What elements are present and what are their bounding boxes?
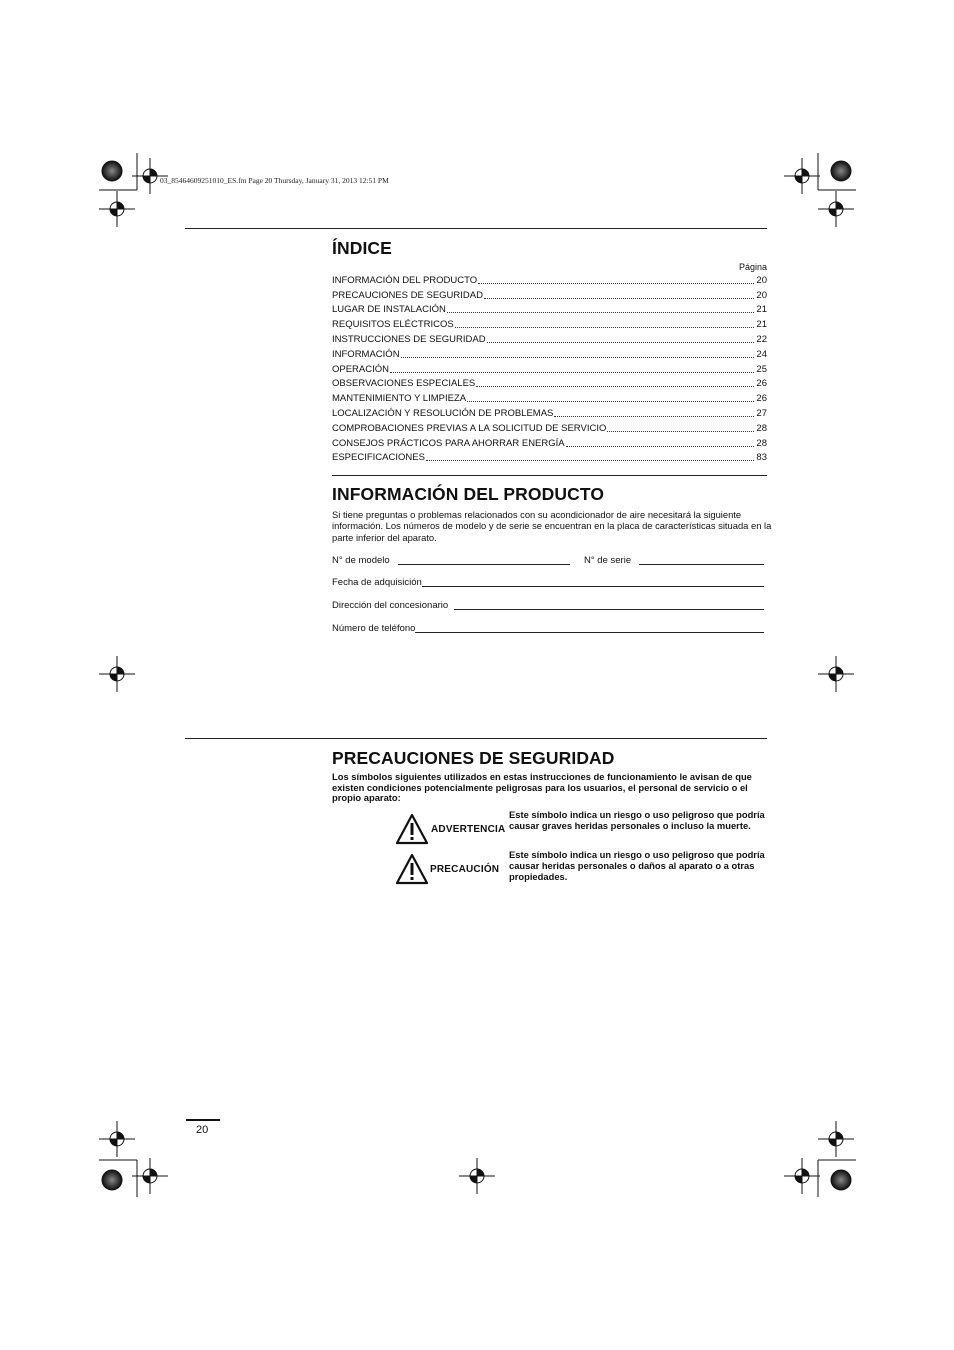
toc-entry-label: MANTENIMIENTO Y LIMPIEZA [332,393,467,405]
toc-entry-page: 26 [756,378,767,390]
toc-entry-label: INFORMACIÓN [332,348,400,360]
toc-entry[interactable] [332,286,767,301]
caution-triangle-icon [395,853,429,885]
phone-number-label: Número de teléfono [332,623,416,634]
toc-leader [455,327,754,328]
toc-leader [554,416,754,417]
warning-triangle-icon [395,813,429,845]
printer-slug-line: 03_85464609251010_ES.fm Page 20 Thursday, January 31, 2013 12:51 PM [160,176,389,185]
toc-entry-label: CONSEJOS PRÁCTICOS PARA AHORRAR ENERGÍA [332,437,565,449]
toc-leader [447,312,754,313]
toc-entry-page: 83 [756,452,767,464]
serial-number-line [639,564,764,565]
purchase-date-label: Fecha de adquisición [332,577,422,588]
toc-leader [566,446,754,447]
table-of-contents [332,271,767,463]
toc-entry[interactable] [332,360,767,375]
serial-number-field[interactable] [584,555,764,566]
toc-entry[interactable] [332,330,767,345]
model-number-line [398,564,570,565]
toc-entry-page: 24 [756,348,767,360]
toc-entry[interactable] [332,315,767,330]
toc-leader [478,283,754,284]
dealer-address-line [454,609,764,610]
toc-leader [426,460,754,461]
toc-leader [607,431,754,432]
toc-entry-page: 25 [756,363,767,375]
index-title: ÍNDICE [332,238,392,258]
product-info-title: INFORMACIÓN DEL PRODUCTO [332,484,605,504]
toc-page-header: Página [738,262,767,272]
toc-leader [484,298,754,299]
warning-label: ADVERTENCIA [431,824,506,835]
toc-entry[interactable] [332,449,767,464]
toc-entry-label: INSTRUCCIONES DE SEGURIDAD [332,333,486,345]
toc-entry-page: 21 [756,304,767,316]
toc-entry[interactable] [332,389,767,404]
toc-entry[interactable] [332,345,767,360]
section-rule-index [185,228,767,229]
toc-entry[interactable] [332,404,767,419]
toc-entry-label: INFORMACIÓN DEL PRODUCTO [332,274,478,286]
dealer-address-label: Dirección del concesionario [332,600,449,611]
toc-entry[interactable] [332,375,767,390]
toc-entry[interactable] [332,301,767,316]
caution-text: Este símbolo indica un riesgo o uso peligroso que podría causar heridas personales o daños al aparato o a otras propiedades. [509,849,765,882]
registration-circle-bottom-left [102,1170,122,1190]
toc-entry-page: 28 [756,422,767,434]
safety-intro: Los símbolos siguientes utilizados en estas instrucciones de funcionamiento le avisan de que existen condiciones potencialmente peligrosas para los usuarios, el personal de servicio o el propio aparato: [332,771,752,804]
toc-entry-page: 26 [756,393,767,405]
model-number-field[interactable] [332,555,570,566]
toc-leader [487,342,754,343]
toc-leader [401,357,754,358]
phone-number-line [415,632,764,633]
toc-leader [476,386,754,387]
registration-circle-top-right [831,161,851,181]
toc-leader [390,372,754,373]
toc-entry[interactable] [332,434,767,449]
phone-number-field[interactable] [332,623,764,634]
registration-circle-top-left [102,161,122,181]
warning-text: Este símbolo indica un riesgo o uso peligroso que podría causar graves heridas personales o incluso la muerte. [509,809,765,831]
product-info-text: Si tiene preguntas o problemas relacionados con su acondicionador de aire necesitará la siguiente información. Los números de modelo y de serie se encuentran en la placa de características situada en la parte inferior del aparato. [332,509,772,543]
model-number-label: N° de modelo [332,555,390,566]
toc-entry-label: PRECAUCIONES DE SEGURIDAD [332,289,483,301]
toc-entry-label: ESPECIFICACIONES [332,452,425,464]
toc-entry-page: 21 [756,319,767,331]
toc-entry-page: 20 [756,289,767,301]
purchase-date-line [422,586,764,587]
section-rule-product-info [332,475,767,476]
page-number-rule [186,1119,220,1121]
registration-circle-bottom-right [831,1170,851,1190]
safety-title: PRECAUCIONES DE SEGURIDAD [332,748,615,768]
toc-entry-label: LUGAR DE INSTALACIÓN [332,304,446,316]
toc-entry[interactable] [332,419,767,434]
serial-number-label: N° de serie [584,555,632,566]
purchase-date-field[interactable] [332,577,764,588]
toc-entry[interactable] [332,271,767,286]
toc-entry-label: LOCALIZACIÓN Y RESOLUCIÓN DE PROBLEMAS [332,407,554,419]
toc-entry-page: 20 [756,274,767,286]
section-rule-safety [185,738,767,739]
caution-label: PRECAUCIÓN [430,864,500,875]
page-number: 20 [196,1124,209,1136]
toc-entry-page: 27 [756,407,767,419]
dealer-address-field[interactable] [332,600,764,611]
toc-leader [467,401,754,402]
toc-entry-page: 28 [756,437,767,449]
toc-entry-label: OPERACIÓN [332,363,390,375]
toc-entry-label: OBSERVACIONES ESPECIALES [332,378,476,390]
toc-entry-page: 22 [756,333,767,345]
toc-entry-label: REQUISITOS ELÉCTRICOS [332,319,454,331]
toc-entry-label: COMPROBACIONES PREVIAS A LA SOLICITUD DE SERVICIO [332,422,607,434]
